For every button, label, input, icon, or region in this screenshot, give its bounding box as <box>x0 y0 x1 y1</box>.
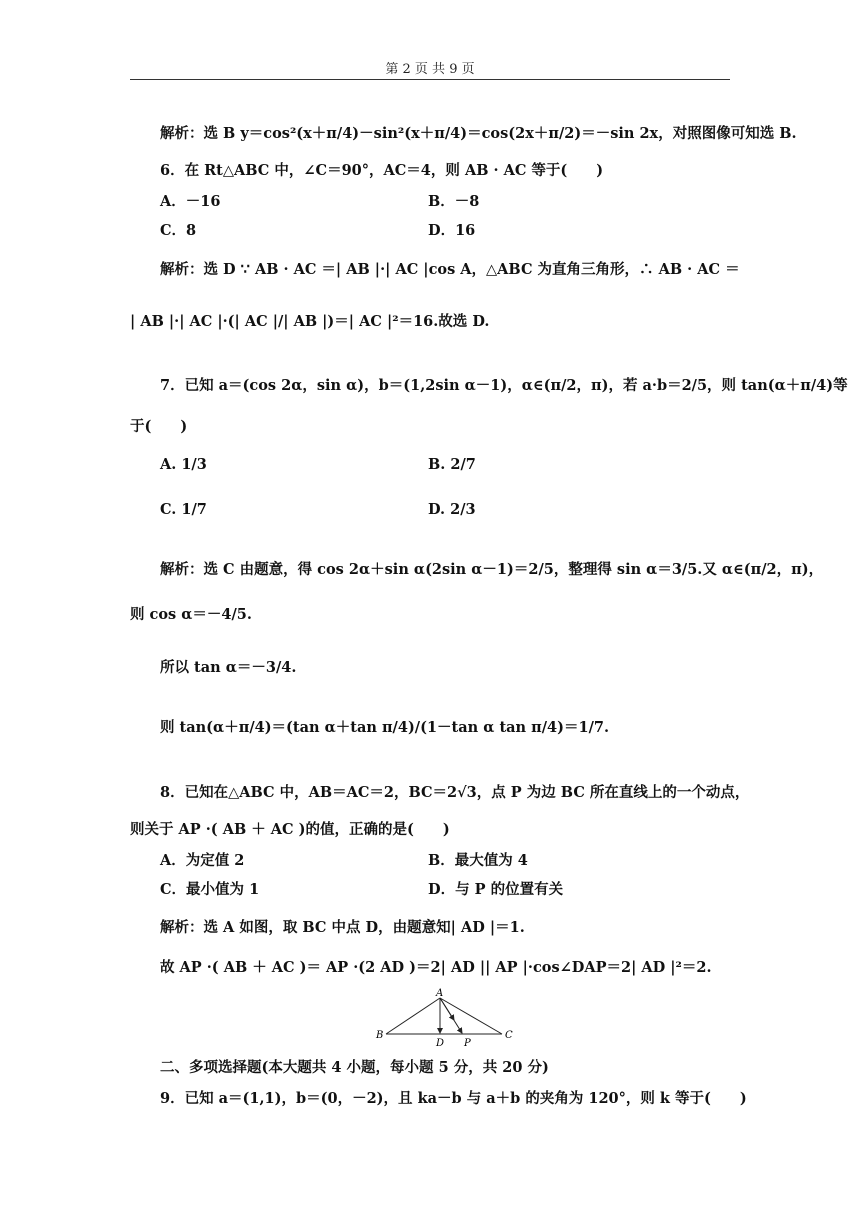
q7-solution-line1 <box>160 560 823 580</box>
q6-stem: 6．在 Rt△ABC 中，∠C＝90°，AC＝4，则 AB · AC 等于( ) <box>160 162 604 179</box>
q7-solution-line4: 则 tan(α＋π/4)＝(tan α＋tan π/4)/(1－tan α tan π/4)＝1/7. <box>160 719 610 736</box>
q6-option-a: A．－16 <box>160 193 221 210</box>
header-rule <box>130 79 730 80</box>
q7-option-a: A. 1/3 <box>160 456 207 473</box>
q7-stem-line2: 于( ) <box>130 418 188 435</box>
q6-solution-line2: | AB |·| AC |·(| AC |/| AB |)＝| AC |²＝16.故选 D. <box>130 313 490 330</box>
sol5-text: 选 B y＝cos²(x＋π/4)－sin²(x＋π/4)＝cos(2x＋π/2)＝－sin 2x，对照图像可知选 B. <box>203 125 797 142</box>
q7-solution-line3: 所以 tan α＝－3/4. <box>160 659 297 676</box>
edge-ac <box>440 998 502 1034</box>
q8-option-a: A．为定值 2 <box>160 852 245 869</box>
q7-option-d: D. 2/3 <box>428 501 476 518</box>
q7-sol-label: 解析： <box>160 561 204 578</box>
q8-stem-line1: 8．已知在△ABC 中，AB＝AC＝2，BC＝2√3，点 P 为边 BC 所在直线上的一个动点， <box>160 784 750 801</box>
edge-ab <box>386 998 440 1034</box>
label-d: D <box>436 1038 445 1048</box>
page-header: 第 2 页 共 9 页 <box>385 62 475 77</box>
section-heading: 二、多项选择题(本大题共 4 小题，每小题 5 分，共 20 分) <box>160 1059 549 1076</box>
q7-stem-line1: 7．已知 a＝(cos 2α，sin α)，b＝(1,2sin α－1)，α∈(π/2，π)，若 a·b＝2/5，则 tan(α＋π/4)等 <box>160 377 848 394</box>
label-b: B <box>376 1030 384 1041</box>
q9-stem: 9．已知 a＝(1,1)，b＝(0，－2)，且 ka－b 与 a＋b 的夹角为 120°，则 k 等于( ) <box>160 1090 747 1107</box>
q7-solution-line2: 则 cos α＝－4/5. <box>130 606 252 623</box>
q6-option-d: D．16 <box>428 222 476 239</box>
sol5-label: 解析： <box>160 125 204 142</box>
q6-sol-label: 解析： <box>160 261 204 278</box>
q8-option-b: B．最大值为 4 <box>428 852 528 869</box>
q6-option-c: C．8 <box>160 222 197 239</box>
triangle-figure <box>370 986 520 1048</box>
label-p: P <box>464 1038 471 1048</box>
sol5-line <box>160 124 797 144</box>
q7-option-c: C. 1/7 <box>160 501 207 518</box>
q8-stem-line2: 则关于 AP ·( AB ＋ AC )的值，正确的是( ) <box>130 821 450 838</box>
vector-mid <box>440 998 454 1020</box>
q6-option-b: B．－8 <box>428 193 480 210</box>
q7-option-b: B. 2/7 <box>428 456 476 473</box>
q6-solution-line1 <box>160 260 740 280</box>
label-c: C <box>505 1030 513 1041</box>
q6-sol-text1: 选 D ∵ AB · AC ＝| AB |·| AC |cos A，△ABC 为直角三角形，∴ AB · AC ＝ <box>203 261 740 278</box>
q8-option-d: D．与 P 的位置有关 <box>428 881 564 898</box>
q8-sol-label: 解析： <box>160 919 204 936</box>
label-a: A <box>436 988 444 999</box>
q8-sol-text1: 选 A 如图，取 BC 中点 D，由题意知| AD |＝1. <box>203 919 525 936</box>
q7-sol-text1: 选 C 由题意，得 cos 2α＋sin α(2sin α－1)＝2/5，整理得 sin α＝3/5.又 α∈(π/2，π)， <box>203 561 824 578</box>
q8-solution-line2: 故 AP ·( AB ＋ AC )＝ AP ·(2 AD )＝2| AD || AP |·cos∠DAP＝2| AD |²＝2. <box>160 959 712 976</box>
q8-solution-line1 <box>160 918 525 938</box>
q8-option-c: C．最小值为 1 <box>160 881 260 898</box>
